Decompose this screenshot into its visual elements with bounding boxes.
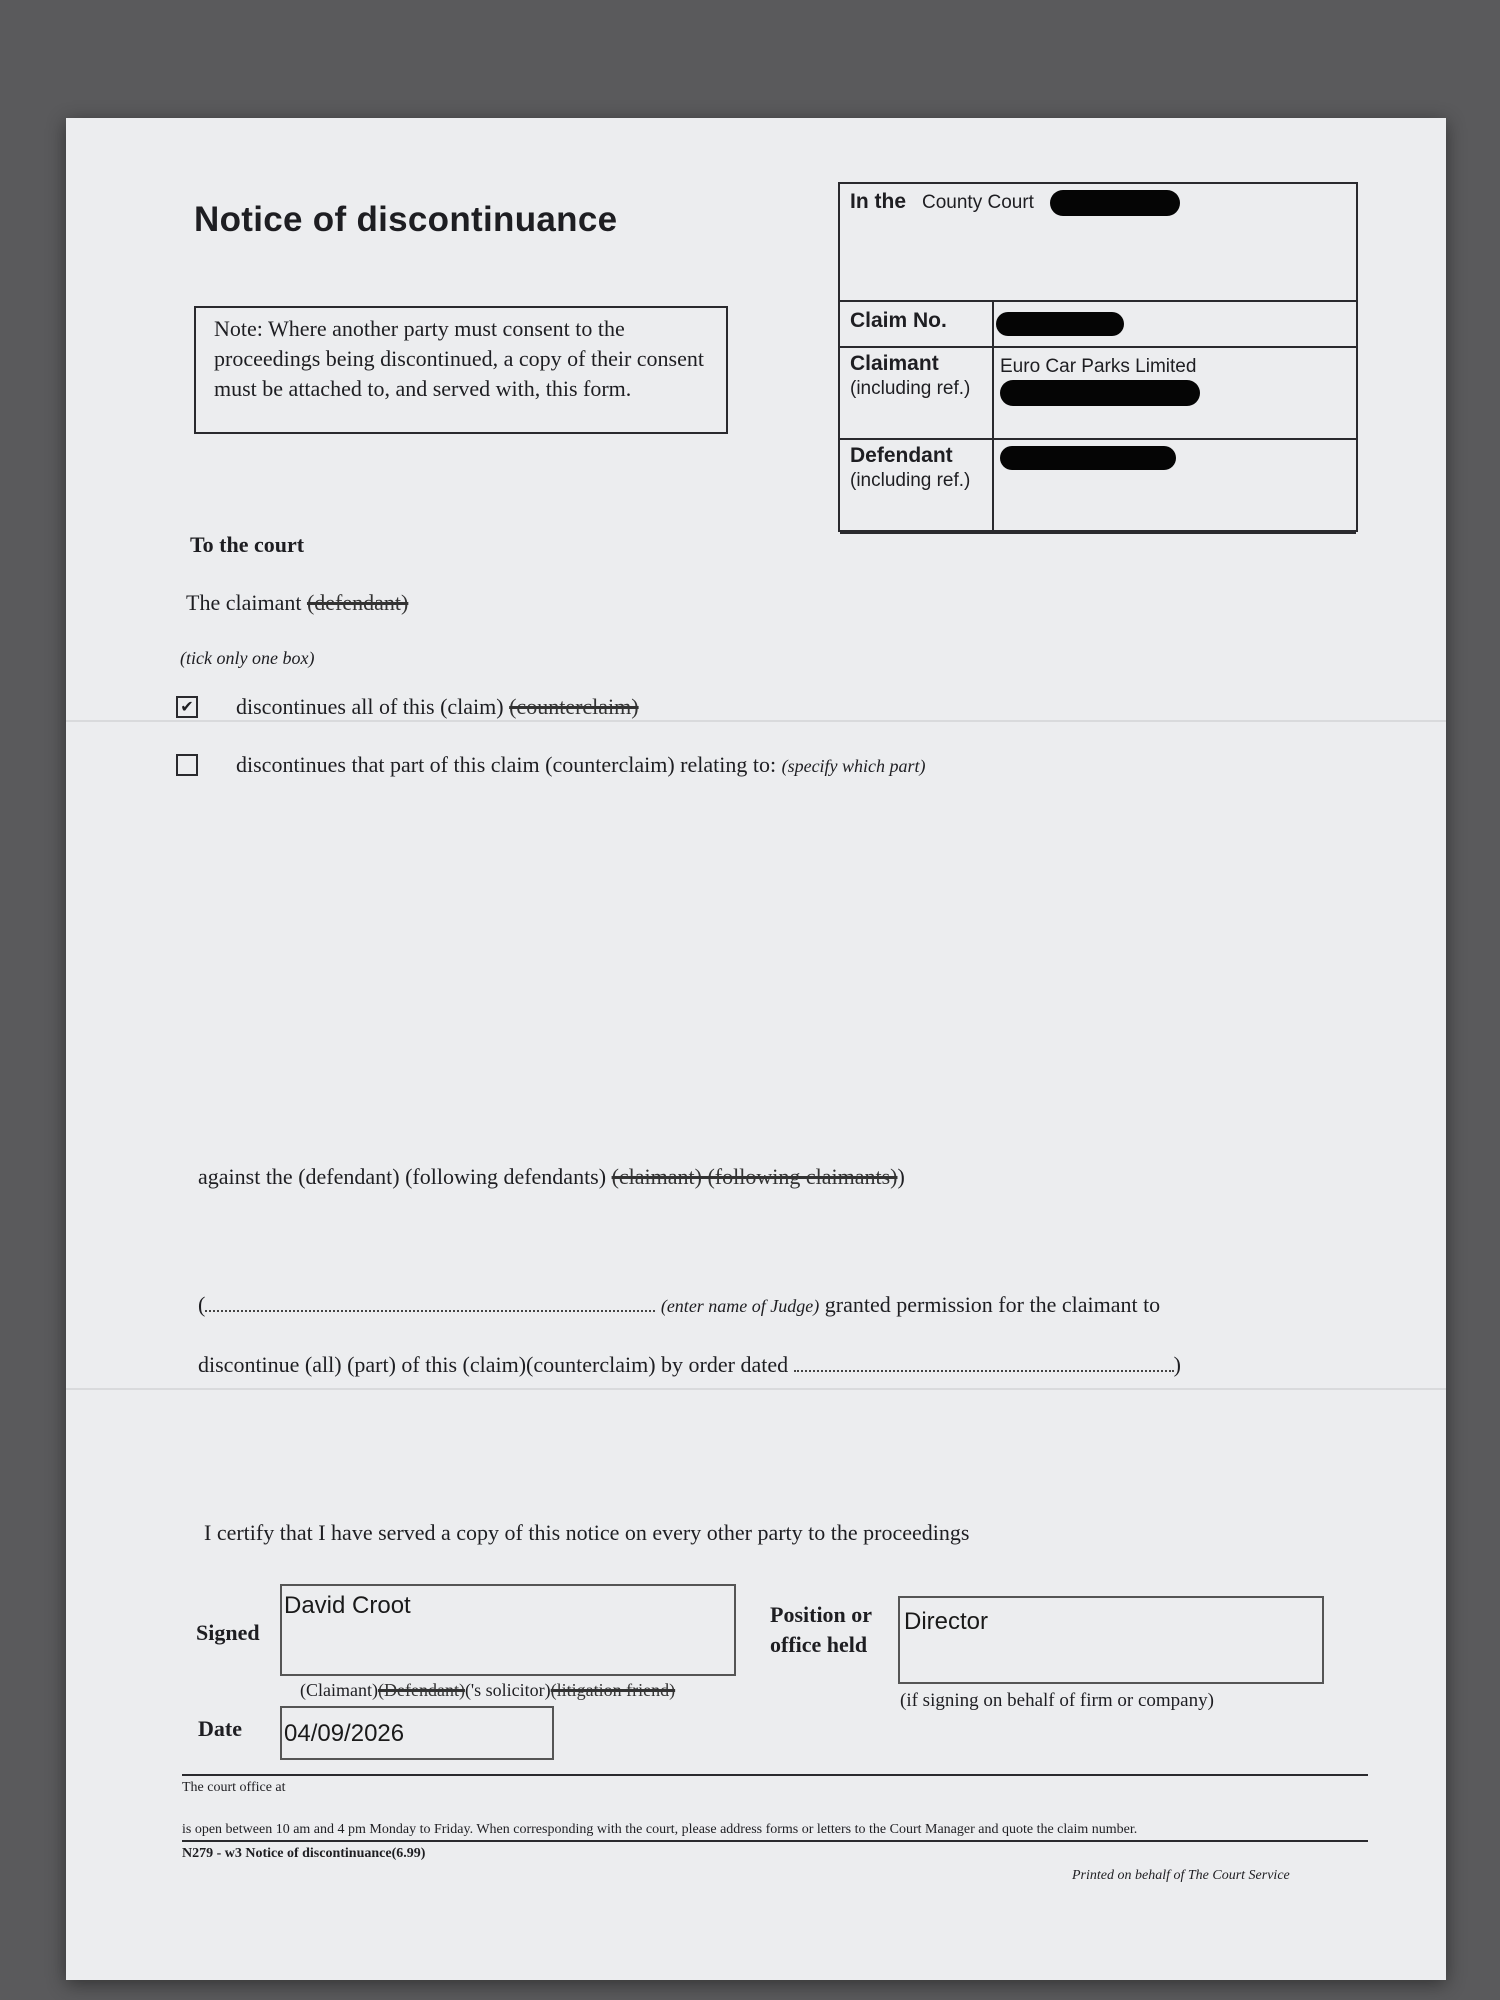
order-line [198, 1352, 1181, 1378]
court-panel [838, 182, 1358, 532]
option-all [236, 694, 639, 720]
form-code: N279 - w3 Notice of discontinuance(6.99) [182, 1846, 426, 1861]
printed-by: Printed on behalf of The Court Service [1072, 1868, 1290, 1883]
in-the-label: In the [850, 190, 906, 213]
party-struck: (defendant) [306, 590, 409, 615]
office-hours: is open between 10 am and 4 pm Monday to Friday. When corresponding with the court, please address forms or letters to the Court Manager and quote the claim number. [182, 1822, 1368, 1842]
signature-value: David Croot [284, 1592, 411, 1619]
document-page [66, 118, 1446, 1980]
claim-no-row [840, 302, 1356, 348]
signature-field[interactable] [280, 1584, 736, 1676]
date-value: 04/09/2026 [284, 1720, 405, 1747]
role-struck-1: (Defendant) [377, 1680, 465, 1700]
fold-line [66, 720, 1446, 722]
claimant-value: Euro Car Parks Limited [1000, 356, 1197, 377]
court-office-at: The court office at [182, 1780, 286, 1795]
position-label-line-2: office held [770, 1632, 868, 1657]
date-label: Date [198, 1716, 242, 1741]
fold-line [66, 1388, 1446, 1390]
judge-open: ( [198, 1292, 206, 1317]
claimant-row [840, 348, 1356, 440]
column-divider [992, 302, 994, 534]
role-solicitor: ('s solicitor) [464, 1680, 551, 1700]
judge-line [198, 1292, 1160, 1318]
order-close: ) [1173, 1352, 1181, 1377]
court-name: County Court [922, 192, 1034, 213]
against-struck: (claimant) (following claimants) [611, 1164, 898, 1189]
against-line [198, 1164, 905, 1190]
position-label-line-1: Position or [770, 1602, 873, 1627]
court-row [840, 184, 1356, 302]
footer-rule [182, 1774, 1368, 1776]
option-part-text: discontinues that part of this claim (counterclaim) relating to: [236, 752, 777, 777]
option-all-text: discontinues all of this (claim) [236, 694, 504, 719]
position-field[interactable] [898, 1596, 1324, 1684]
party-prefix: The claimant [186, 590, 302, 615]
position-note: (if signing on behalf of firm or company) [900, 1690, 1214, 1711]
defendant-label: Defendant [850, 444, 953, 467]
order-date-field[interactable] [794, 1370, 1174, 1372]
discontinue-all-checkbox[interactable] [176, 696, 198, 718]
judge-text: granted permission for the claimant to [824, 1292, 1161, 1317]
role-claimant: (Claimant) [300, 1680, 378, 1700]
claimant-label: Claimant [850, 352, 939, 375]
party-line [186, 590, 408, 616]
form-title: Notice of discontinuance [194, 200, 618, 239]
signed-label: Signed [196, 1620, 260, 1645]
check-mark-icon: ✔ [180, 697, 194, 716]
consent-note: Note: Where another party must consent to the proceedings being discontinued, a copy of their consent must be attached to, and served with, this form. [194, 306, 728, 434]
role-struck-2: (litigation friend) [550, 1680, 676, 1700]
redaction-mark [1050, 190, 1180, 216]
defendant-sublabel: (including ref.) [850, 470, 971, 491]
defendant-row [840, 440, 1356, 534]
claim-no-label: Claim No. [850, 309, 947, 332]
option-all-struck: (counterclaim) [509, 694, 639, 719]
option-part-hint: (specify which part) [781, 756, 926, 776]
tick-instruction: (tick only one box) [180, 648, 315, 668]
against-close: ) [897, 1164, 905, 1189]
date-field[interactable] [280, 1706, 554, 1760]
against-text: against the (defendant) (following defendants) [198, 1164, 607, 1189]
judge-hint: (enter name of Judge) [660, 1296, 820, 1316]
position-label [770, 1600, 872, 1660]
option-part [236, 752, 926, 778]
redaction-mark [1000, 446, 1176, 470]
to-the-court: To the court [190, 532, 305, 557]
claimant-sublabel: (including ref.) [850, 378, 971, 399]
position-value: Director [904, 1608, 989, 1635]
redaction-mark [996, 312, 1124, 336]
redaction-mark [1000, 380, 1200, 406]
signer-role-line [300, 1680, 675, 1701]
certify-statement: I certify that I have served a copy of this notice on every other party to the proceedings [204, 1520, 970, 1545]
discontinue-part-checkbox[interactable] [176, 754, 198, 776]
order-text: discontinue (all) (part) of this (claim)(counterclaim) by order dated [198, 1352, 789, 1377]
judge-name-field[interactable] [205, 1310, 655, 1312]
